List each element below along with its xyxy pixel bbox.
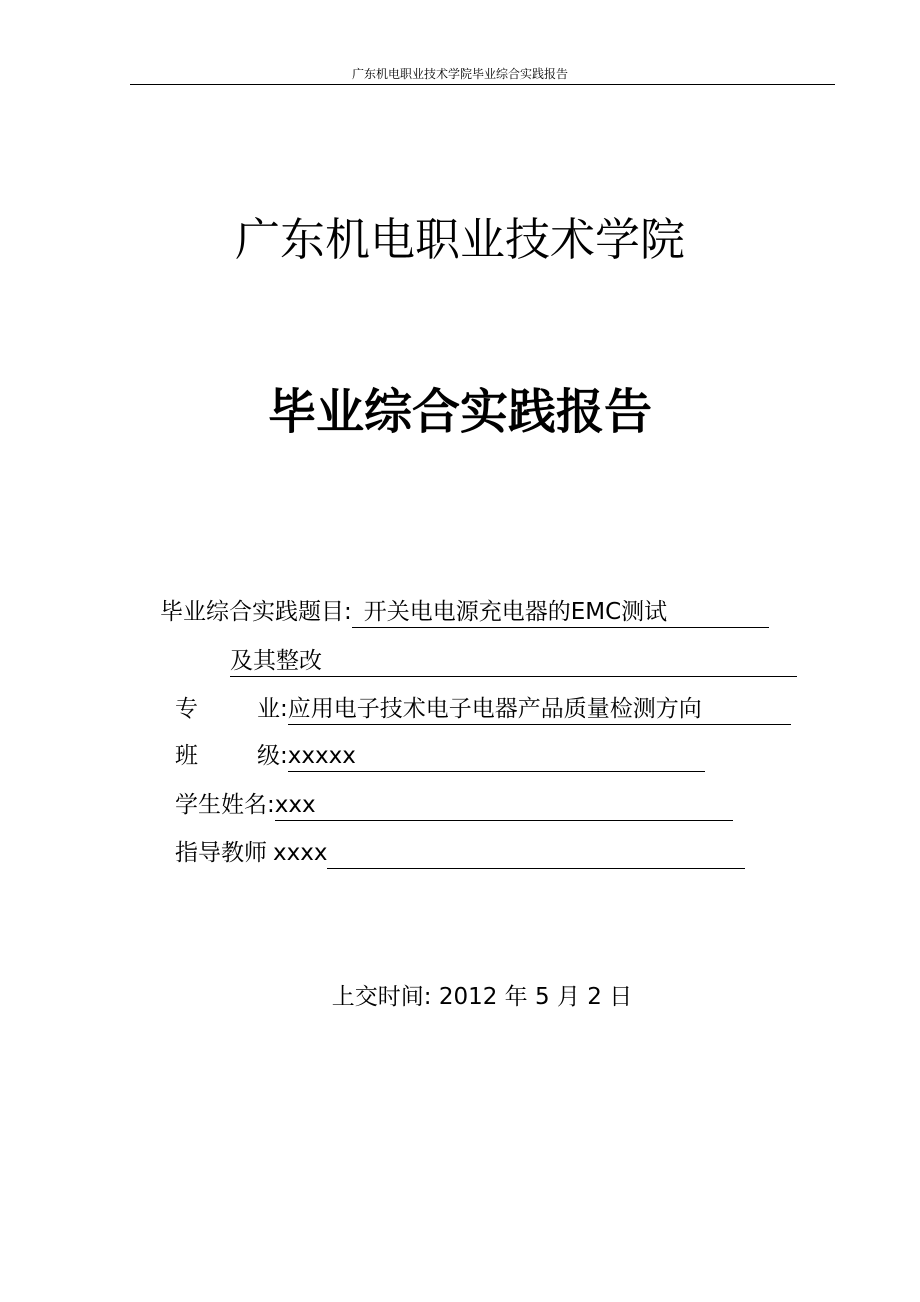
advisor-underline xyxy=(327,838,745,869)
school-name: 广东机电职业技术学院 xyxy=(234,213,685,266)
class-value-underline xyxy=(288,741,705,772)
topic-value-line2-underline xyxy=(230,646,797,677)
student-row xyxy=(175,790,733,821)
topic-row-continued xyxy=(230,646,797,677)
report-title: 毕业综合实践报告 xyxy=(267,384,652,440)
student-value: xxx xyxy=(274,792,316,818)
major-row xyxy=(175,694,791,725)
student-label: 学生姓名: xyxy=(175,792,275,818)
class-row xyxy=(175,741,705,772)
class-label-char2: 级: xyxy=(257,743,288,769)
topic-value-line2: 及其整改 xyxy=(230,648,322,674)
running-header: 广东机电职业技术学院毕业综合实践报告 xyxy=(351,67,568,81)
header-rule xyxy=(130,84,835,85)
major-label-char1: 专 xyxy=(175,696,198,722)
submission-date: 上交时间: 2012 年 5 月 2 日 xyxy=(331,984,633,1010)
topic-row xyxy=(160,597,769,628)
class-label-char1: 班 xyxy=(175,743,198,769)
topic-value-line1: 开关电电源充电器的EMC测试 xyxy=(363,599,668,625)
major-label-char2: 业: xyxy=(257,696,288,722)
major-value-underline xyxy=(288,694,791,725)
advisor-label: 指导教师 xyxy=(175,840,267,866)
advisor-row xyxy=(175,838,745,869)
topic-value-line1-underline xyxy=(352,597,769,628)
student-value-underline xyxy=(275,790,733,821)
topic-label: 毕业综合实践题目: xyxy=(160,599,352,625)
class-value: xxxxx xyxy=(287,743,356,769)
advisor-value: xxxx xyxy=(273,840,328,866)
major-value: 应用电子技术电子电器产品质量检测方向 xyxy=(287,696,702,722)
